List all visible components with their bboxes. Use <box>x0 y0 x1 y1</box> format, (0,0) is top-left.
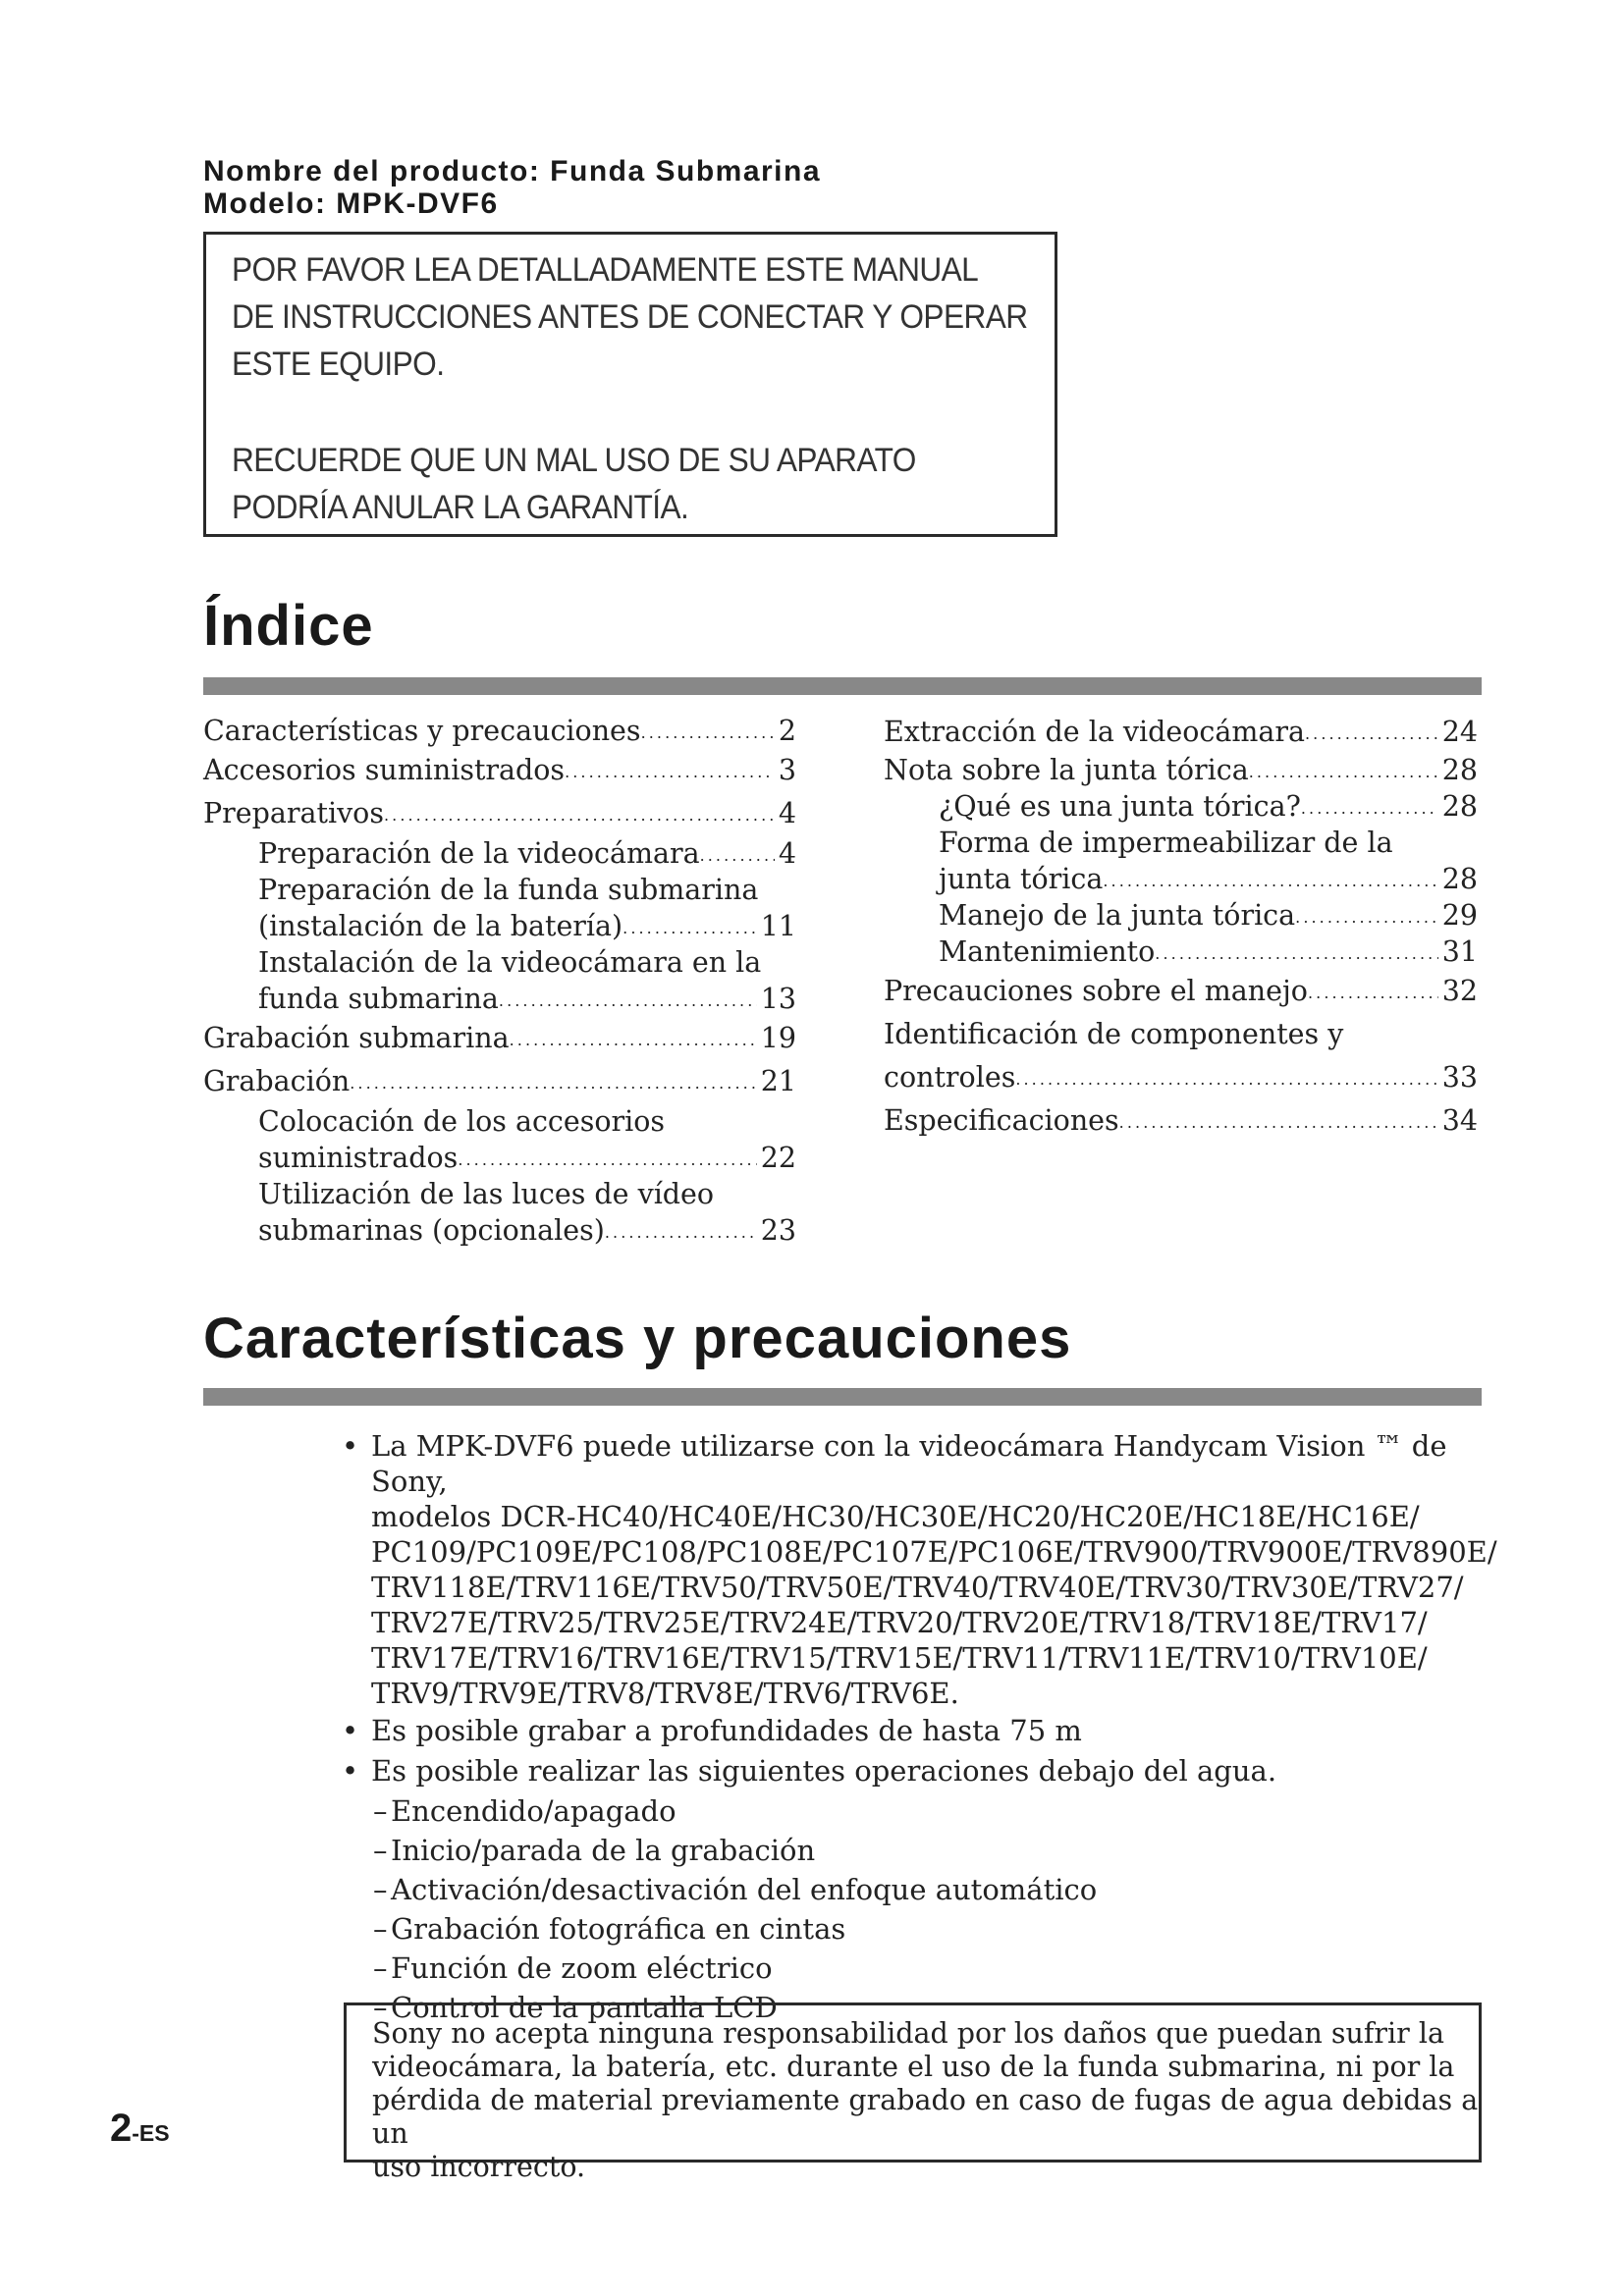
toc-entry-text: Preparación de la videocámara <box>258 837 700 870</box>
warning-line: RECUERDE QUE UN MAL USO DE SU APARATO <box>232 442 916 479</box>
toc-entry-text: Identificación de componentes y <box>884 1018 1344 1050</box>
model-list-line: modelos DCR-HC40/HC40E/HC30/HC30E/HC20/HC20E/HC18E/HC16E/ <box>371 1500 1420 1533</box>
toc-entry-text: suministrados <box>258 1142 459 1174</box>
toc-page-number: 28 <box>1441 754 1478 786</box>
section-rule <box>203 1388 1482 1406</box>
model-list-line: TRV27E/TRV25/TRV25E/TRV24E/TRV20/TRV20E/TRV18/TRV18E/TRV17/ <box>371 1606 1428 1639</box>
toc-page-number: 28 <box>1441 790 1478 823</box>
product-name-line: Nombre del producto: Funda Submarina <box>203 155 822 187</box>
toc-page-number: 4 <box>778 837 796 870</box>
toc-entry-text: funda submarina <box>258 983 499 1015</box>
page-number-value: 2 <box>110 2107 133 2150</box>
warning-line: PODRÍA ANULAR LA GARANTÍA. <box>232 489 689 526</box>
operation-item: – Activación/desactivación del enfoque automático <box>338 1870 1457 1909</box>
disclaimer-line: videocámara, la batería, etc. durante el uso de la funda submarina, ni por la <box>372 2051 1455 2083</box>
toc-page-number: 4 <box>778 797 796 829</box>
toc-entry-text: Manejo de la junta tórica <box>939 899 1296 932</box>
warning-box <box>203 232 1057 537</box>
model-list-line: PC109/PC109E/PC108/PC108E/PC107E/PC106E/TRV900/TRV900E/TRV890E/ <box>371 1535 1497 1569</box>
operation-item: – Control de la pantalla LCD <box>338 1988 1457 2027</box>
disclaimer-box <box>344 2002 1482 2183</box>
disclaimer-line: uso incorrecto. <box>372 2151 586 2183</box>
toc-entry-text: Grabación <box>203 1065 351 1097</box>
toc-entry-text: Preparativos <box>203 797 384 829</box>
toc-page-number: 32 <box>1441 975 1478 1007</box>
toc-entry-text: submarinas (opcionales) <box>258 1214 605 1247</box>
toc-page-number: 13 <box>760 983 796 1015</box>
toc-page-number: 2 <box>778 715 796 747</box>
toc-entry-text: Forma de impermeabilizar de la <box>939 827 1393 859</box>
toc-entry-text: Mantenimiento <box>939 935 1156 968</box>
features-title: Características y precauciones <box>203 1307 1072 1370</box>
features-list <box>338 1428 1497 2027</box>
model-line: Modelo: MPK-DVF6 <box>203 187 499 220</box>
toc-page-number: 34 <box>1441 1104 1478 1137</box>
toc-page-number: 11 <box>760 910 796 942</box>
product-header <box>203 155 821 220</box>
depth-item: • Es posible grabar a profundidades de hasta 75 m <box>338 1711 1457 1751</box>
toc-page-number: 3 <box>778 754 796 786</box>
toc-entry-text: Extracción de la videocámara <box>884 716 1305 748</box>
toc-entry-text: Especificaciones <box>884 1104 1119 1137</box>
toc-entry-text: (instalación de la batería) <box>258 910 623 942</box>
toc-entry-text: Instalación de la videocámara en la <box>258 946 762 979</box>
toc-page-number: 21 <box>760 1065 796 1097</box>
toc-entry-text: controles <box>884 1061 1016 1094</box>
toc-page-number: 19 <box>760 1022 796 1054</box>
toc-page-number: 29 <box>1441 899 1478 932</box>
toc-entry-text: Colocación de los accesorios <box>258 1105 666 1138</box>
model-list-line: TRV9/TRV9E/TRV8/TRV8E/TRV6/TRV6E. <box>371 1677 959 1710</box>
toc-entry-text: Accesorios suministrados <box>203 754 566 786</box>
disclaimer-line: pérdida de material previamente grabado en caso de fugas de agua debidas a un <box>372 2084 1479 2150</box>
toc-page-number: 33 <box>1441 1061 1478 1094</box>
page-number-suffix: -ES <box>132 2120 170 2146</box>
disclaimer-line: Sony no acepta ninguna responsabilidad por los daños que puedan sufrir la <box>372 2017 1444 2050</box>
toc-page-number: 23 <box>760 1214 796 1247</box>
toc-page-number: 28 <box>1441 863 1478 895</box>
operations-intro-item: • Es posible realizar las siguientes operaciones debajo del agua. <box>338 1751 1457 1791</box>
toc-entry-text: ¿Qué es una junta tórica? <box>939 790 1301 823</box>
operation-item: – Encendido/apagado <box>338 1791 1457 1831</box>
toc-right-column <box>884 713 1478 1143</box>
operation-item: – Grabación fotográfica en cintas <box>338 1909 1457 1949</box>
model-list-line: TRV118E/TRV116E/TRV50/TRV50E/TRV40/TRV40E/TRV30/TRV30E/TRV27/ <box>371 1571 1464 1604</box>
toc-page-number: 22 <box>760 1142 796 1174</box>
warning-line: ESTE EQUIPO. <box>232 346 445 383</box>
operation-item: – Función de zoom eléctrico <box>338 1949 1457 1988</box>
compatible-models-item <box>338 1428 1497 1711</box>
warning-line: DE INSTRUCCIONES ANTES DE CONECTAR Y OPERAR <box>232 298 1028 336</box>
toc-entry-text: Precauciones sobre el manejo <box>884 975 1308 1007</box>
section-rule <box>203 677 1482 695</box>
toc-entry-text: Grabación submarina <box>203 1022 510 1054</box>
operation-item: – Inicio/parada de la grabación <box>338 1831 1457 1870</box>
toc-entry-text: junta tórica <box>939 863 1104 895</box>
toc-entry-text: Preparación de la funda submarina <box>258 874 759 906</box>
model-list-line: • La MPK-DVF6 puede utilizarse con la videocámara Handycam Vision ™ de Sony, <box>371 1429 1447 1498</box>
toc-entry-text: Nota sobre la junta tórica <box>884 754 1249 786</box>
toc-page-number: 24 <box>1441 716 1478 748</box>
toc-left-column <box>203 713 796 1249</box>
model-list-line: TRV17E/TRV16/TRV16E/TRV15/TRV15E/TRV11/TRV11E/TRV10/TRV10E/ <box>371 1641 1428 1675</box>
toc-entry-text: Características y precauciones <box>203 715 641 747</box>
warning-line: POR FAVOR LEA DETALLADAMENTE ESTE MANUAL <box>232 251 979 289</box>
toc-page-number: 31 <box>1441 935 1478 968</box>
page-number <box>110 2107 170 2151</box>
toc-entry-text: Utilización de las luces de vídeo <box>258 1178 715 1210</box>
index-title: Índice <box>203 594 374 658</box>
